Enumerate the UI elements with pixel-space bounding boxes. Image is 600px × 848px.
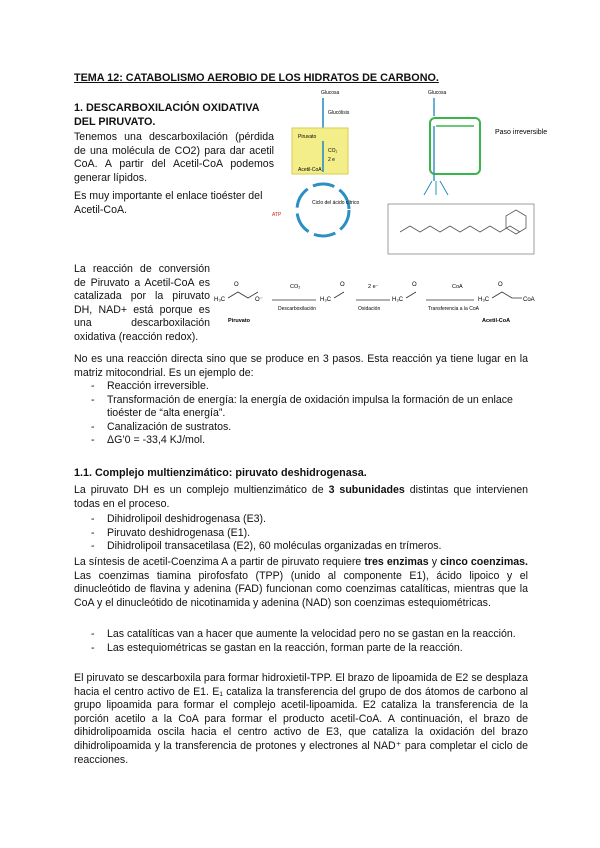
list-item: - Las estequiométricas se gastan en la reacción, forman parte de la reacción. [74, 642, 528, 656]
rx-int1-bond [334, 292, 344, 298]
rx-int2-bond [406, 292, 416, 298]
rx-oxid: Oxidación [358, 306, 381, 312]
rx-descarb: Descarboxilación [278, 306, 317, 312]
fig1-cycle-label: Ciclo del ácido cítrico [312, 200, 360, 206]
list-item: - ΔG’0 = -33,4 KJ/mol. [74, 434, 528, 448]
list-reaction-properties [74, 380, 528, 448]
rx-o-2: O [340, 282, 345, 288]
coenz-text-c: y [428, 556, 441, 568]
list-item: - Piruvato deshidrogenasa (E1). [74, 527, 528, 541]
list-item: - Transformación de energía: la energía de oxidación impulsa la formación de un enlace tioéster de “alta energía”. [74, 394, 528, 421]
page-title: TEMA 12: CATABOLISMO AEROBIO DE LOS HIDRATOS DE CARBONO. [74, 72, 439, 84]
figure-irreversible-step [388, 86, 548, 256]
fig2-glucosa-label: Glucosa [428, 90, 447, 96]
rx-piruvato-label: Piruvato [228, 318, 251, 324]
list-coenzyme-types [74, 628, 528, 655]
fig2-structure-box [388, 204, 534, 254]
list-item: - Canalización de sustratos. [74, 421, 528, 435]
rx-coa-end: CoA [523, 297, 535, 303]
rx-acetilcoa-bonds [492, 292, 522, 298]
list-item: - Dihidrolipoil transacetilasa (E2), 60 moléculas organizadas en trímeros. [74, 540, 528, 554]
rx-h3c-3: H₃C [392, 297, 404, 303]
fig1-co2-label: CO₂ [328, 148, 338, 154]
fig2-arrows-bottom [424, 181, 448, 195]
fig1-acetil-label: Acetil-CoA [298, 167, 322, 173]
rx-h3c-4: H₃C [478, 297, 490, 303]
paragraph-intro: Tenemos una descarboxilación (pérdida de una molécula de CO2) para dar acetil CoA. A partir del Acetil-CoA podemos generar lípidos. [74, 131, 274, 184]
paragraph-mechanism: El piruvato se descarboxila para formar hidroxietil-TPP. El brazo de lipoamida de E2 se desplaza hacia el centro activo de E1. E₁ cataliza la transferencia del grupo de dos átomos de carbono al grupo lipoamida para formar el complejo acetil-lipoamida. E2 cataliza la transferencia de la porción acetilo a la CoA para formar el producto acetil-CoA. A continuación, el brazo de dihidrolipoamida oscila hacia el centro activo de E3, que cataliza la oxidación del brazo dihidrolipoamida y la transferencia de protones y electrones al NAD⁺ para completar el ciclo de reacciones. [74, 672, 528, 766]
section-heading-1: 1. DESCARBOXILACIÓN OXIDATIVA DEL PIRUVATO. [74, 102, 260, 128]
figure-glycolysis-cycle [270, 86, 390, 252]
fig1-atp-label: ATP [272, 212, 282, 218]
rx-transf: Transferencia a la CoA [428, 306, 479, 312]
rx-o-minus: O⁻ [255, 297, 263, 303]
rx-o-3: O [412, 282, 417, 288]
coenz-text-bold-2: cinco coenzimas. [440, 556, 528, 568]
section-heading-1-1: 1.1. Complejo multienzimático: piruvato deshidrogenasa. [74, 467, 367, 479]
complex-text-bold: 3 subunidades [328, 484, 405, 496]
coenz-text-bold-1: tres enzimas [364, 556, 429, 568]
paragraph-tioester: Es muy importante el enlace tioéster del Acetil-CoA. [74, 190, 263, 216]
paragraph-reaction: La reacción de conversión de Piruvato a Acetil-CoA es catalizada por la piruvato DH, NAD+ está porque es una descarboxilación oxidativa (reacción redox). [74, 263, 210, 343]
rx-h3c-2: H₃C [320, 297, 332, 303]
rx-o-1: O [234, 282, 239, 288]
rx-h3c-1: H₃C [214, 297, 226, 303]
rx-acetilcoa-label: Acetil-CoA [482, 318, 511, 324]
fig1-glucosa-label: Glucosa [321, 90, 340, 96]
list-item: - Reacción irreversible. [74, 380, 528, 394]
paragraph-complex [74, 484, 528, 511]
list-item: - Las catalíticas van a hacer que aumente la velocidad pero no se gastan en la reacción. [74, 628, 528, 642]
rx-co2: CO₂ [290, 284, 301, 290]
figure-reaction-scheme [212, 270, 542, 332]
list-enzymes [74, 513, 528, 554]
fig2-paso-label: Paso irreversible [495, 129, 548, 136]
rx-o-4: O [498, 282, 503, 288]
fig1-glucolisis-label: Glucólisis [328, 110, 350, 116]
rx-piruvato-bonds [228, 292, 258, 298]
complex-text-c: distintas que intervienen todas en el proceso. [74, 484, 528, 510]
rx-coa: CoA [452, 284, 463, 290]
paragraph-three-steps: No es una reacción directa sino que se produce en 3 pasos. Esta reacción ya tiene lugar en la matriz mitocondrial. Es un ejemplo de: [74, 353, 528, 379]
rx-e2: 2 e⁻ [368, 284, 379, 290]
fig1-cycle-ring [297, 184, 349, 236]
coenz-text-e: Las coenzimas tiamina pirofosfato (TPP) (unido al componente E1), ácido lipoico y el dinucleótido de flavina y adenina (FAD) funcionan como coenzimas catalíticas, mientras que la CoA y el dinucleótido de nicotinamida y adenina (NAD) son coenzimas estequiométricas. [74, 569, 528, 609]
coenz-text-a: La síntesis de acetil-Coenzima A a partir de piruvato requiere [74, 556, 365, 568]
complex-text-a: La piruvato DH es un complejo multienzimático de [74, 484, 329, 496]
fig1-piruvato-label: Piruvato [298, 134, 317, 140]
fig1-e-label: 2 e [328, 157, 335, 163]
paragraph-coenzymes [74, 556, 528, 610]
list-item: - Dihidrolipoil deshidrogenasa (E3). [74, 513, 528, 527]
